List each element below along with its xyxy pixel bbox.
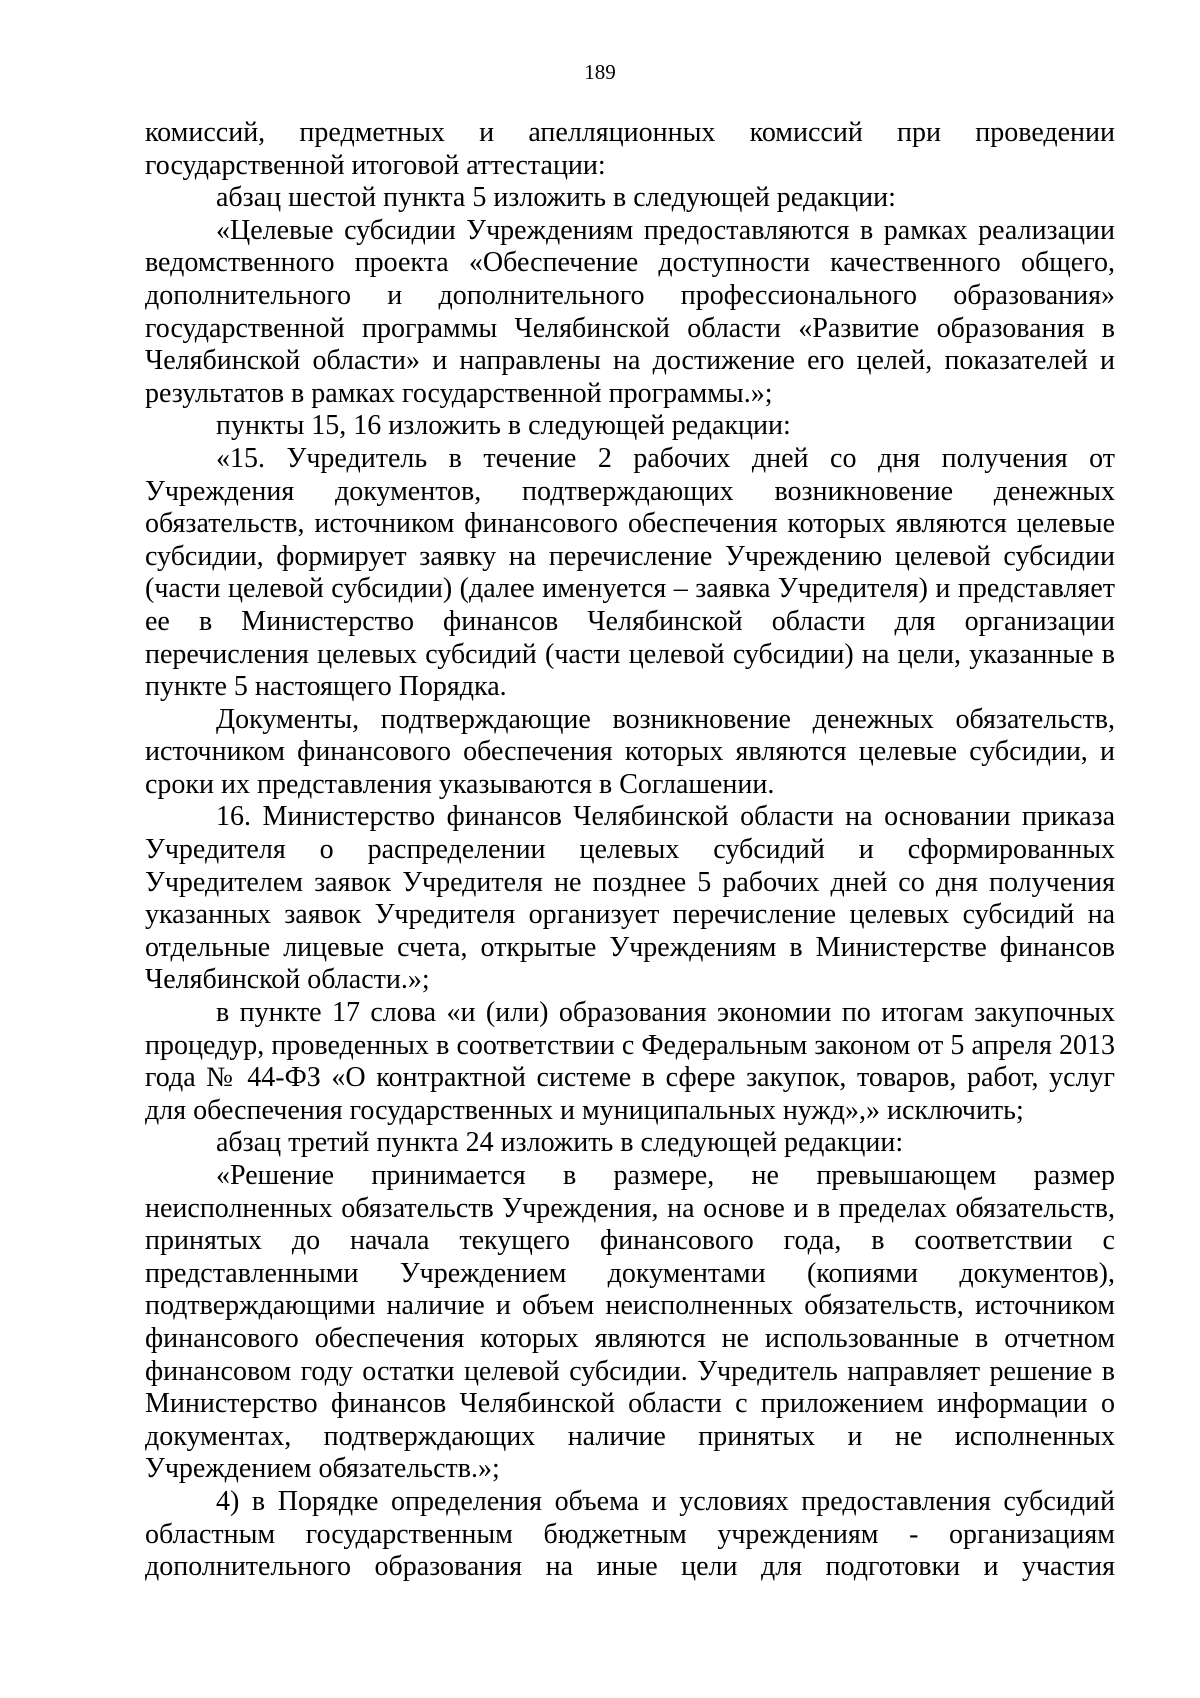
paragraph: абзац шестой пункта 5 изложить в следующей редакции: [216,182,896,214]
page-number: 189 [584,60,616,84]
paragraph: в пункте 17 слова «и (или) образования экономии по итогам закупочных процедур, проведенных в соответствии с Федеральным законом от 5 апреля 2013 года № 44-ФЗ «О контрактной системе в сфере закупок, товаров, работ, услуг для обеспечения государственных и муниципальных нужд»,» исключить; [145,997,1115,1126]
paragraph: абзац третий пункта 24 изложить в следующей редакции: [216,1127,904,1159]
paragraph: «Решение принимается в размере, не превышающем размер неисполненных обязательств Учреждения, на основе и в пределах обязательств, принятых до начала текущего финансового года, в соответствии с представленными Учреждением документами (копиями документов), подтверждающими наличие и объем неисполненных обязательств, источником финансового обеспечения которых являются не использованные в отчетном финансовом году остатки целевой субсидии. Учредитель направляет решение в Министерство финансов Челябинской области с приложением информации о документах, подтверждающих наличие принятых и не исполненных Учреждением обязательств.»; [145,1160,1115,1485]
paragraph-continuation: комиссий, предметных и апелляционных комиссий при проведении государственной итоговой аттестации: [145,117,1115,181]
paragraph: Документы, подтверждающие возникновение денежных обязательств, источником финансового обеспечения которых являются целевые субсидии, и сроки их представления указываются в Соглашении. [145,703,1115,800]
paragraph: «Целевые субсидии Учреждениям предоставляются в рамках реализации ведомственного проекта «Обеспечение доступности качественного общего, дополнительного и дополнительного профессионального образования» государственной программы Челябинской области «Развитие образования в Челябинской области» и направлены на достижение его целей, показателей и результатов в рамках государственной программы.»; [145,214,1115,409]
document-body [145,117,1115,1584]
paragraph: 16. Министерство финансов Челябинской области на основании приказа Учредителя о распределении целевых субсидий и сформированных Учредителем заявок Учредителя не позднее 5 рабочих дней со дня получения указанных заявок Учредителя организует перечисление целевых субсидий на отдельные лицевые счета, открытые Учреждениям в Министерстве финансов Челябинской области.»; [145,801,1115,996]
paragraph-continues-next-page: 4) в Порядке определения объема и условиях предоставления субсидий областным государственным бюджетным учреждениям - организациям дополнительного образования на иные цели для подготовки и участия [145,1485,1115,1583]
paragraph: пункты 15, 16 изложить в следующей редакции: [216,410,791,442]
paragraph: «15. Учредитель в течение 2 рабочих дней со дня получения от Учреждения документов, подтверждающих возникновение денежных обязательств, источником финансового обеспечения которых являются целевые субсидии, формирует заявку на перечисление Учреждению целевой субсидии (части целевой субсидии) (далее именуется – заявка Учредителя) и представляет ее в Министерство финансов Челябинской области для организации перечисления целевых субсидий (части целевой субсидии) на цели, указанные в пункте 5 настоящего Порядка. [145,442,1115,703]
